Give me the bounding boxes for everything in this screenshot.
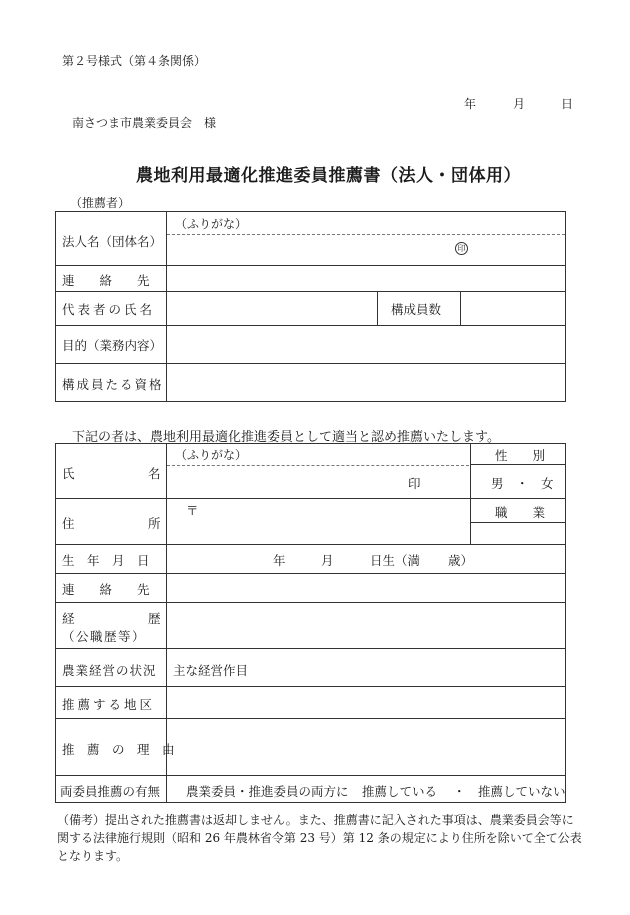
page-title: 農地利用最適化推進委員推薦書（法人・団体用） bbox=[136, 166, 521, 186]
birth-label: 生 年 月 日 bbox=[62, 553, 150, 568]
occupation-label: 職 業 bbox=[495, 505, 546, 520]
gender-options: 男 ・ 女 bbox=[491, 476, 554, 491]
reason-label: 推 薦 の 理 由 bbox=[62, 742, 175, 757]
dual-separator: ・ bbox=[453, 784, 466, 799]
recommender-label-divider bbox=[166, 211, 167, 402]
gender-label: 性 別 bbox=[495, 448, 546, 463]
row-divider bbox=[55, 573, 566, 574]
name-label-1: 氏 bbox=[62, 466, 75, 481]
notes-line-3: となります。 bbox=[57, 849, 129, 863]
birth-day-age: 日生（満 bbox=[370, 553, 421, 568]
row-divider bbox=[55, 544, 566, 545]
row-divider bbox=[55, 602, 566, 603]
career-sub-label: （公職歴等） bbox=[62, 629, 147, 644]
date-day: 日 bbox=[561, 97, 574, 111]
candidate-contact-label: 連 絡 先 bbox=[62, 582, 150, 597]
birth-year: 年 bbox=[273, 553, 286, 568]
recommendation-statement: 下記の者は、農地利用最適化推進委員として適当と認め推薦いたします。 bbox=[72, 430, 500, 445]
notes-line-2: 関する法律施行規則（昭和 26 年農林省令第 23 号）第 12 条の規定により住所を除いて全て公表 bbox=[57, 831, 582, 845]
form-number: 第２号様式（第４条関係） bbox=[62, 54, 207, 68]
date-year: 年 bbox=[464, 97, 477, 111]
row-divider bbox=[55, 718, 566, 719]
dual-no: 推薦していない bbox=[478, 784, 566, 799]
row-divider bbox=[55, 498, 566, 499]
contact-label bbox=[62, 271, 160, 289]
qualification-label: 構成員たる資格 bbox=[62, 377, 164, 392]
col-divider bbox=[377, 291, 378, 325]
corp-furigana-label: （ふりがな） bbox=[175, 217, 248, 231]
corp-name-label: 法人名（団体名） bbox=[62, 234, 163, 249]
candidate-furigana-label: （ふりがな） bbox=[175, 448, 248, 462]
notes-line-1: （備考）提出された推薦書は返却しません。また、推薦書に記入された事項は、農業委員会等に bbox=[57, 813, 574, 827]
contact-label-text: 連 絡 先 bbox=[62, 273, 150, 288]
row-divider bbox=[470, 464, 566, 465]
district-label: 推薦する地区 bbox=[62, 697, 156, 712]
birth-month: 月 bbox=[321, 553, 334, 568]
candidate-seal-label: 印 bbox=[408, 476, 421, 491]
birth-age-suffix: 歳） bbox=[448, 553, 474, 568]
row-divider bbox=[55, 775, 566, 776]
dual-text: 農業委員・推進委員の両方に bbox=[186, 784, 349, 799]
row-divider bbox=[470, 522, 566, 523]
dual-label: 両委員推薦の有無 bbox=[60, 784, 161, 799]
member-count-label: 構成員数 bbox=[391, 302, 442, 317]
career-label-1: 経 bbox=[62, 611, 75, 626]
main-crop-label: 主な経営作目 bbox=[173, 663, 249, 678]
furigana-dashed-line bbox=[167, 234, 565, 235]
row-divider bbox=[55, 363, 566, 364]
row-divider bbox=[55, 686, 566, 687]
furigana-dashed-line bbox=[167, 465, 469, 466]
date-month: 月 bbox=[513, 97, 526, 111]
dual-yes: 推薦している bbox=[362, 784, 438, 799]
postal-mark: 〒 bbox=[186, 503, 199, 518]
corp-seal-mark: 印 bbox=[455, 242, 468, 255]
addressee: 南さつま市農業委員会 様 bbox=[72, 116, 217, 130]
row-divider bbox=[55, 648, 566, 649]
row-divider bbox=[55, 325, 566, 326]
rep-name-label: 代表者の氏名 bbox=[62, 302, 156, 317]
career-label-2: 歴 bbox=[148, 611, 161, 626]
col-divider bbox=[460, 291, 461, 325]
row-divider bbox=[55, 265, 566, 266]
address-label-2: 所 bbox=[148, 516, 161, 531]
section-label: （推薦者） bbox=[70, 196, 131, 210]
farm-status-label: 農業経営の状況 bbox=[62, 663, 157, 678]
name-label-2: 名 bbox=[148, 466, 161, 481]
address-label-1: 住 bbox=[62, 516, 75, 531]
gender-col-divider bbox=[470, 443, 471, 544]
purpose-label: 目的（業務内容） bbox=[62, 338, 163, 353]
row-divider bbox=[55, 291, 566, 292]
